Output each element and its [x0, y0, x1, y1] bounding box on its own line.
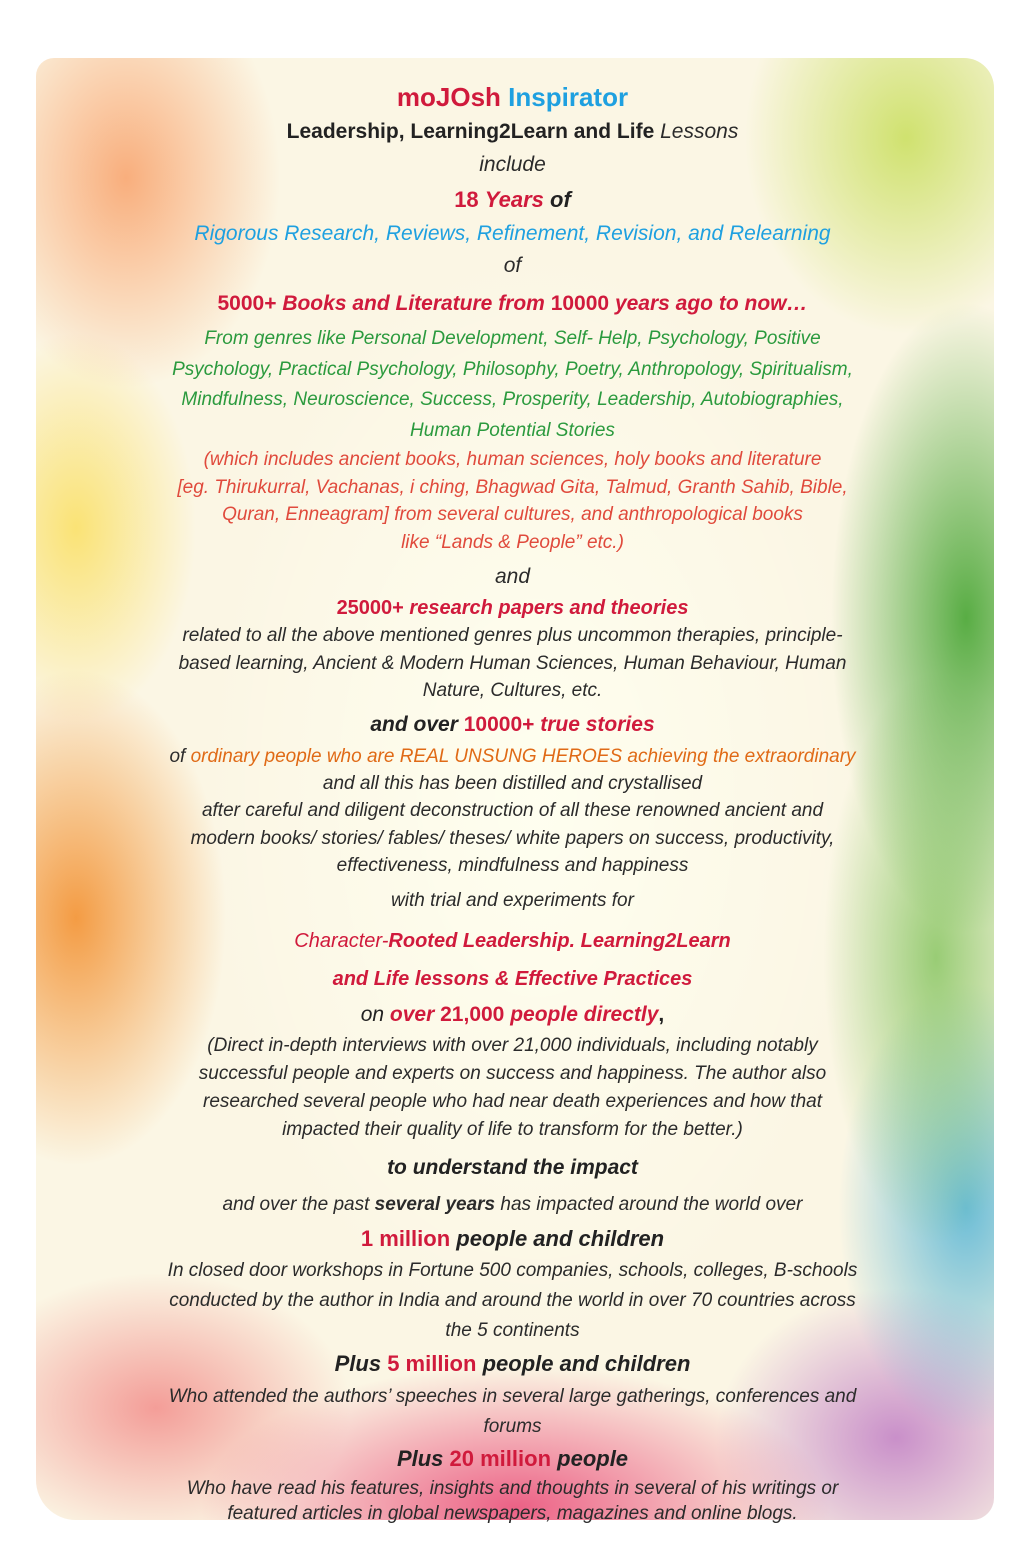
subtitle-italic: Lessons — [660, 120, 739, 143]
interviews-line: impacted their quality of life to transform for the better.) — [282, 1118, 743, 1140]
distilled-line: modern books/ stories/ fables/ theses/ white papers on success, productivity, — [190, 827, 835, 849]
workshops-line: the 5 continents — [445, 1319, 580, 1341]
life-lessons-line: and Life lessons & Effective Practices — [332, 967, 693, 990]
genres-line: Mindfulness, Neuroscience, Success, Prosperity, Leadership, Autobiographies, — [181, 389, 844, 410]
writings-line: Who have read his features, insights and thoughts in several of his writings or — [186, 1477, 839, 1499]
character-normal: Character- — [294, 929, 389, 952]
million20-line — [60, 1442, 965, 1476]
papers-line — [60, 594, 965, 622]
include-text: include — [479, 153, 546, 176]
speeches-line: forums — [483, 1415, 542, 1437]
past-bold: several years — [374, 1193, 496, 1215]
years-of: of — [550, 187, 571, 212]
people-comma: , — [658, 1002, 665, 1026]
years-line — [60, 182, 965, 218]
ancient-line: (which includes ancient books, human sciences, holy books and literature — [203, 449, 822, 470]
million20-plus: Plus — [396, 1445, 444, 1471]
page-title — [60, 80, 965, 114]
and-text: and — [494, 565, 531, 588]
of-text: of — [503, 254, 522, 277]
ancient-line: Quran, Enneagram] from several cultures, and anthropological books — [222, 504, 803, 525]
people-line — [60, 998, 965, 1032]
past-pre: and over the past — [222, 1193, 370, 1215]
past-post: has impacted around the world over — [500, 1193, 803, 1215]
ancient-books-paragraph — [60, 446, 965, 556]
distilled-line: effectiveness, mindfulness and happiness — [336, 855, 689, 876]
million20-text: people — [557, 1445, 629, 1471]
trial-text: with trial and experiments for — [391, 889, 634, 911]
people-on: on — [360, 1002, 385, 1026]
workshops-line: conducted by the author in India and around the world in over 70 countries across — [169, 1289, 856, 1311]
genres-line: Human Potential Stories — [410, 419, 615, 441]
title-inspirator: Inspirator — [508, 82, 629, 112]
people-over: over — [389, 1002, 435, 1026]
genres-line: From genres like Personal Development, Self- Help, Psychology, Positive — [204, 328, 821, 349]
people-text: people directly — [510, 1002, 659, 1026]
interviews-line: (Direct in-depth interviews with over 21,000 individuals, including notably — [207, 1034, 818, 1056]
papers-desc-line: related to all the above mentioned genres plus uncommon therapies, principle- — [182, 625, 843, 646]
distilled-line: and all this has been distilled and crystallised — [322, 772, 703, 794]
ancient-line: [eg. Thirukurral, Vachanas, i ching, Bhagwad Gita, Talmud, Granth Sahib, Bible, — [177, 476, 848, 498]
workshops-line: In closed door workshops in Fortune 500 companies, schools, colleges, B-schools — [167, 1259, 858, 1281]
books-number: 5000+ — [217, 292, 277, 315]
million5-line — [60, 1346, 965, 1382]
distilled-paragraph — [60, 770, 965, 880]
papers-description — [60, 622, 965, 705]
papers-desc-line: Nature, Cultures, etc. — [422, 680, 603, 701]
character-line — [60, 922, 965, 960]
writings-paragraph — [60, 1476, 965, 1526]
genres-line: Psychology, Practical Psychology, Philosophy, Poetry, Anthropology, Spiritualism, — [172, 358, 853, 380]
stories-text: true stories — [540, 712, 655, 736]
million20-number: 20 million — [449, 1445, 552, 1471]
genres-paragraph — [60, 324, 965, 446]
subtitle — [60, 116, 965, 148]
heroes-of: of — [169, 745, 186, 767]
distilled-line: after careful and diligent deconstruction of all these renowned ancient and — [201, 800, 824, 821]
heroes-text: ordinary people who are REAL UNSUNG HEROES achieving the extraordinary — [190, 745, 856, 767]
books-line — [60, 284, 965, 324]
stories-pre: and over — [370, 712, 458, 736]
stories-number: 10000+ — [463, 712, 535, 736]
rigorous-research: Rigorous Research, Reviews, Refinement, Revision, and Relearning — [194, 222, 831, 245]
million1-text: people and children — [456, 1225, 665, 1251]
million1-line — [60, 1222, 965, 1256]
writings-line: featured articles in global newspapers, magazines and online blogs. — [227, 1502, 798, 1524]
papers-desc-line: based learning, Ancient & Modern Human Sciences, Human Behaviour, Human — [178, 652, 847, 674]
books-text: Books and Literature from — [282, 292, 545, 315]
title-brand: moJOsh — [396, 82, 501, 112]
interviews-line: successful people and experts on success and happiness. The author also — [198, 1062, 827, 1084]
speeches-line: Who attended the authors’ speeches in several large gatherings, conferences and — [168, 1385, 857, 1407]
subtitle-bold: Leadership, Learning2Learn and Life — [286, 120, 655, 143]
interviews-paragraph — [60, 1032, 965, 1144]
million5-text: people and children — [482, 1350, 691, 1376]
million1-number: 1 million — [360, 1225, 451, 1251]
million5-plus: Plus — [334, 1350, 382, 1376]
ancient-line: like “Lands & People” etc.) — [401, 531, 624, 553]
years-word: Years — [484, 187, 544, 212]
years-number: 18 — [454, 187, 479, 212]
years-ago-number: 10000 — [550, 292, 610, 315]
stories-line — [60, 707, 965, 743]
people-number: 21,000 — [440, 1002, 505, 1026]
speeches-paragraph — [60, 1382, 965, 1442]
interviews-line: researched several people who had near death experiences and how that — [203, 1090, 822, 1112]
papers-text: research papers and theories — [409, 597, 689, 619]
character-bold: Rooted Leadership. Learning2Learn — [388, 929, 731, 952]
heroes-line — [60, 743, 965, 770]
years-ago-text: years ago to now… — [614, 292, 808, 315]
million5-number: 5 million — [387, 1350, 477, 1376]
workshops-paragraph — [60, 1256, 965, 1346]
papers-number: 25000+ — [336, 597, 404, 619]
impact-line: to understand the impact — [387, 1155, 638, 1179]
past-years-line — [60, 1188, 965, 1222]
document-body — [60, 80, 965, 1526]
